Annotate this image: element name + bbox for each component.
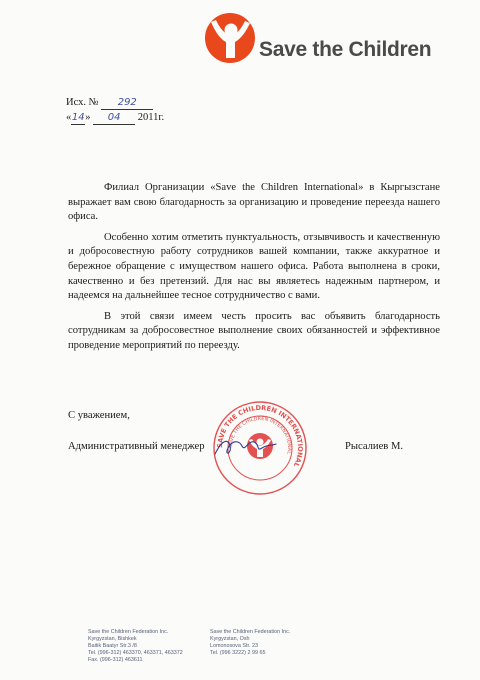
outgoing-number-label: Исх. №: [66, 97, 99, 108]
footer-osh-address: [210, 629, 290, 657]
paragraph: Особенно хотим отметить пунктуальность, отзывчивость и качественную и добросовестную работу сотрудников вашей компании, также аккуратное и бережное обращение с имуществом нашего офиса. Работа выполнена в сроки, качественно и без претензий. Для нас вы являетесь надежным партнером, и надеемся на дальнейшее тесное сотрудничество с вами.: [68, 231, 440, 302]
paragraph: Филиал Организации «Save the Children International» в Кыргызстане выражает вам свою благодарность за организацию и проведение переезда нашего офиса.: [68, 182, 440, 223]
footer-line: Kyrgyzstan, Bishkek: [88, 636, 137, 642]
brand-name: Save the Children: [259, 38, 432, 61]
date-close-quote: »: [85, 112, 91, 123]
letter-date: [66, 112, 164, 127]
signer-name: Рысалиев М.: [345, 441, 404, 452]
letter-body: [68, 181, 440, 354]
date-month: 04: [107, 112, 121, 123]
footer-line: Save the Children Federation Inc.: [88, 629, 169, 635]
child-arms-raised-icon: [204, 12, 256, 64]
reference-block: [66, 97, 164, 127]
footer-line: Kyrgyzstan, Osh: [210, 636, 250, 642]
letterhead-logo: [204, 12, 454, 74]
date-year: 2011г.: [137, 112, 165, 123]
outgoing-number: [66, 97, 164, 112]
footer-line: Lomonosova Str. 23: [210, 643, 258, 649]
footer-line: Tel. (996-312) 463370, 463371, 463372: [88, 650, 183, 656]
date-open-quote: «: [66, 112, 72, 123]
footer-bishkek-address: [88, 629, 183, 664]
footer-line: Save the Children Federation Inc.: [210, 629, 291, 635]
handwritten-signature: [210, 432, 280, 462]
footer-line: Tel. (996 3222) 2 99 65: [210, 650, 266, 656]
signer-title: Административный менеджер: [68, 441, 205, 452]
paragraph: В этой связи имеем честь просить вас объявить благодарность сотрудникам за добросовестное выполнение своих обязанностей и эффективное проведение мероприятий по переезду.: [68, 310, 440, 351]
footer-line: Baitik Baatyr Str.3 /8: [88, 643, 137, 649]
stamp-text-inner: SAVE THE CHILDREN INTERNATIONAL: [227, 415, 293, 455]
stamp-text-outer: SAVE THE CHILDREN INTERNATIONAL: [215, 403, 305, 469]
footer-line: Fax. (996-312) 463611: [88, 657, 143, 663]
date-day: 14: [71, 112, 85, 123]
outgoing-number-value: 292: [117, 97, 137, 108]
closing-regards: С уважением,: [68, 410, 130, 421]
